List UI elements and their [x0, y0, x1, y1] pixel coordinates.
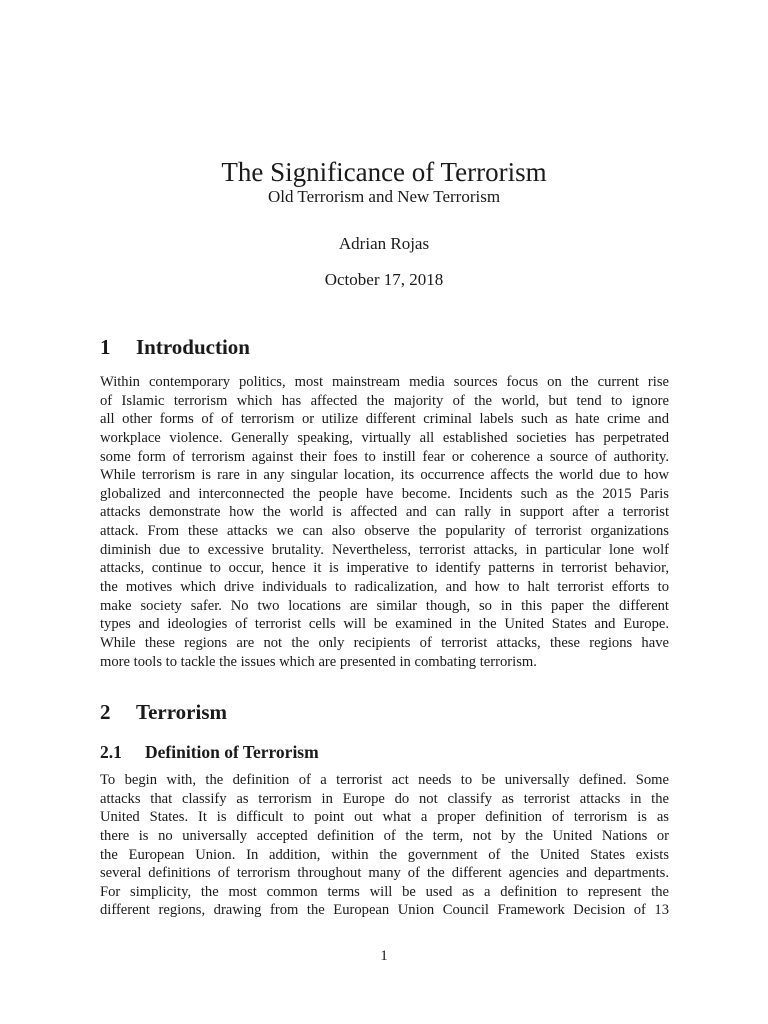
subsection-title: Definition of Terrorism [145, 742, 319, 762]
subsection-number: 2.1 [100, 742, 122, 762]
section-heading-terrorism [100, 699, 227, 725]
document-title: The Significance of Terrorism [221, 157, 547, 187]
paragraph-line: attacks, continue to occur, hence it is imperative to identify patterns in terrorist behavior, [100, 560, 669, 577]
document-date: October 17, 2018 [324, 270, 444, 289]
subsection-heading-definition [100, 741, 319, 763]
page-number: 1 [380, 948, 388, 964]
paragraph-line: of Islamic terrorism which has affected the majority of the world, but tend to ignore [100, 392, 669, 409]
paragraph-line: attacks that classify as terrorism in Europe do not classify as terrorist attacks in the [100, 790, 669, 807]
document-author: Adrian Rojas [338, 234, 430, 253]
paragraph-line: all other forms of of terrorism or utilize different criminal labels such as hate crime and [100, 411, 669, 428]
paragraph-line: more tools to tackle the issues which are presented in combating terrorism. [100, 653, 537, 670]
paragraph-line: To begin with, the definition of a terrorist act needs to be universally defined. Some [100, 772, 669, 788]
paragraph-line: several definitions of terrorism throughout many of the different agencies and departments. [100, 865, 669, 882]
section-number: 1 [100, 335, 111, 359]
paragraph-line: the motives which drive individuals to radicalization, and how to halt terrorist efforts to [100, 579, 669, 596]
paragraph-line: workplace violence. Generally speaking, virtually all established societies has perpetrated [100, 429, 669, 446]
paragraph-line: attack. From these attacks we can also observe the popularity of terrorist organizations [100, 523, 669, 540]
section-number: 2 [100, 700, 111, 724]
paragraph-line: globalized and interconnected the people have become. Incidents such as the 2015 Paris [100, 485, 669, 502]
document-subtitle: Old Terrorism and New Terrorism [267, 187, 501, 206]
paragraph-line: the European Union. In addition, within the government of the United States exists [100, 846, 669, 863]
paragraph-line: different regions, drawing from the European Union Council Framework Decision of 13 [100, 902, 669, 919]
introduction-paragraph [100, 373, 669, 671]
paragraph-line: make society safer. No two locations are similar though, so in this paper the different [100, 597, 669, 614]
paragraph-line: some form of terrorism against their foes to instill fear or coherence a source of authority. [100, 448, 669, 465]
paragraph-line: attacks demonstrate how the world is affected and can rally in support after a terrorist [100, 504, 669, 521]
section-heading-introduction [100, 334, 250, 360]
paragraph-line: diminish due to excessive brutality. Nevertheless, terrorist attacks, in particular lone wolf [100, 541, 669, 558]
paragraph-line: Within contemporary politics, most mainstream media sources focus on the current rise [100, 374, 669, 390]
paragraph-line: United States. It is difficult to point out what a proper definition of terrorism is as [100, 809, 669, 826]
definition-paragraph [100, 771, 669, 920]
paragraph-line: there is no universally accepted definition of the term, not by the United Nations or [100, 827, 669, 844]
paragraph-line: For simplicity, the most common terms will be used as a definition to represent the [100, 883, 669, 900]
section-title: Introduction [136, 335, 250, 359]
paragraph-line: While these regions are not the only recipients of terrorist attacks, these regions have [100, 634, 669, 651]
paragraph-line: While terrorism is rare in any singular location, its occurrence affects the world due to how [100, 467, 669, 484]
paragraph-line: types and ideologies of terrorist cells will be examined in the United States and Europe. [100, 616, 669, 633]
section-title: Terrorism [136, 700, 227, 724]
